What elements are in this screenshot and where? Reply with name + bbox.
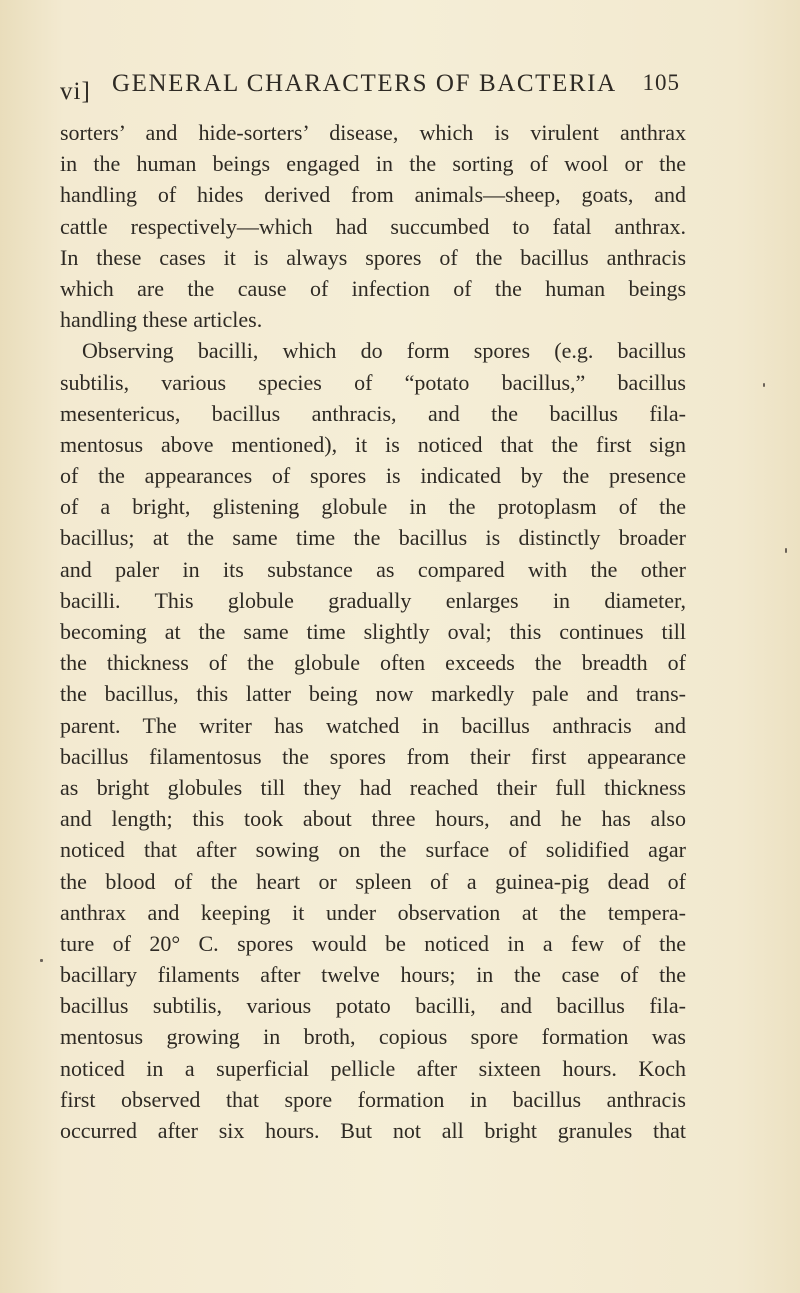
text-line: sorters’ and hide-sorters’ disease, which is virulent anthrax xyxy=(60,120,686,145)
text-line: the blood of the heart or spleen of a guinea-pig dead of xyxy=(60,868,686,894)
text-line: first observed that spore formation in bacillus anthracis xyxy=(60,1086,686,1112)
text-line: which are the cause of infection of the human beings xyxy=(60,275,686,301)
running-head xyxy=(60,70,680,110)
text-line: bacillus subtilis, various potato bacilli, and bacillus fila- xyxy=(60,993,686,1019)
text-line: noticed that after sowing on the surface of solidified agar xyxy=(60,837,686,863)
text-line: the bacillus, this latter being now markedly pale and trans- xyxy=(60,681,686,707)
text-line: occurred after six hours. But not all bright granules that xyxy=(60,1118,686,1143)
text-line: becoming at the same time slightly oval; this continues till xyxy=(60,619,686,644)
chapter-title: GENERAL CHARACTERS OF BACTERIA xyxy=(112,70,617,97)
body-text xyxy=(60,117,686,1146)
paragraph-start-line: Observing bacilli, which do form spores (e.g. bacillus xyxy=(82,338,686,364)
text-line: bacillus filamentosus the spores from their first appearance xyxy=(60,743,686,769)
text-line: mentosus growing in broth, copious spore formation was xyxy=(60,1024,686,1050)
text-line: as bright globules till they had reached their full thickness xyxy=(60,774,686,800)
text-line: mesentericus, bacillus anthracis, and the bacillus fila- xyxy=(60,400,686,426)
text-line: bacilli. This globule gradually enlarges in diameter, xyxy=(60,587,686,613)
margin-mark xyxy=(785,548,787,553)
text-line: bacillary filaments after twelve hours; in the case of the xyxy=(60,962,686,988)
text-line: ture of 20° C. spores would be noticed in a few of the xyxy=(60,930,686,956)
text-line: mentosus above mentioned), it is noticed that the first sign xyxy=(60,431,686,457)
text-line: subtilis, various species of “potato bacillus,” bacillus xyxy=(60,369,686,395)
page-number: 105 xyxy=(642,70,680,95)
text-line: handling these articles. xyxy=(60,307,263,333)
text-line: cattle respectively—which had succumbed to fatal anthrax. xyxy=(60,213,686,239)
text-line: parent. The writer has watched in bacillus anthracis and xyxy=(60,712,686,738)
text-line: and length; this took about three hours, and he has also xyxy=(60,806,686,832)
text-line: anthrax and keeping it under observation at the tempera- xyxy=(60,899,686,925)
margin-mark xyxy=(763,383,765,387)
text-line: noticed in a superficial pellicle after sixteen hours. Koch xyxy=(60,1055,686,1081)
text-line: of the appearances of spores is indicated by the presence xyxy=(60,463,686,489)
margin-mark xyxy=(40,959,43,962)
text-line: the thickness of the globule often exceeds the breadth of xyxy=(60,650,686,676)
text-line: bacillus; at the same time the bacillus is distinctly broader xyxy=(60,525,686,551)
text-line: of a bright, glistening globule in the protoplasm of the xyxy=(60,494,686,520)
text-line: handling of hides derived from animals—sheep, goats, and xyxy=(60,182,686,208)
chapter-number: vi] xyxy=(60,78,91,105)
text-line: In these cases it is always spores of the bacillus anthracis xyxy=(60,244,686,270)
text-line: in the human beings engaged in the sorting of wool or the xyxy=(60,151,686,177)
text-line: and paler in its substance as compared with the other xyxy=(60,556,686,582)
